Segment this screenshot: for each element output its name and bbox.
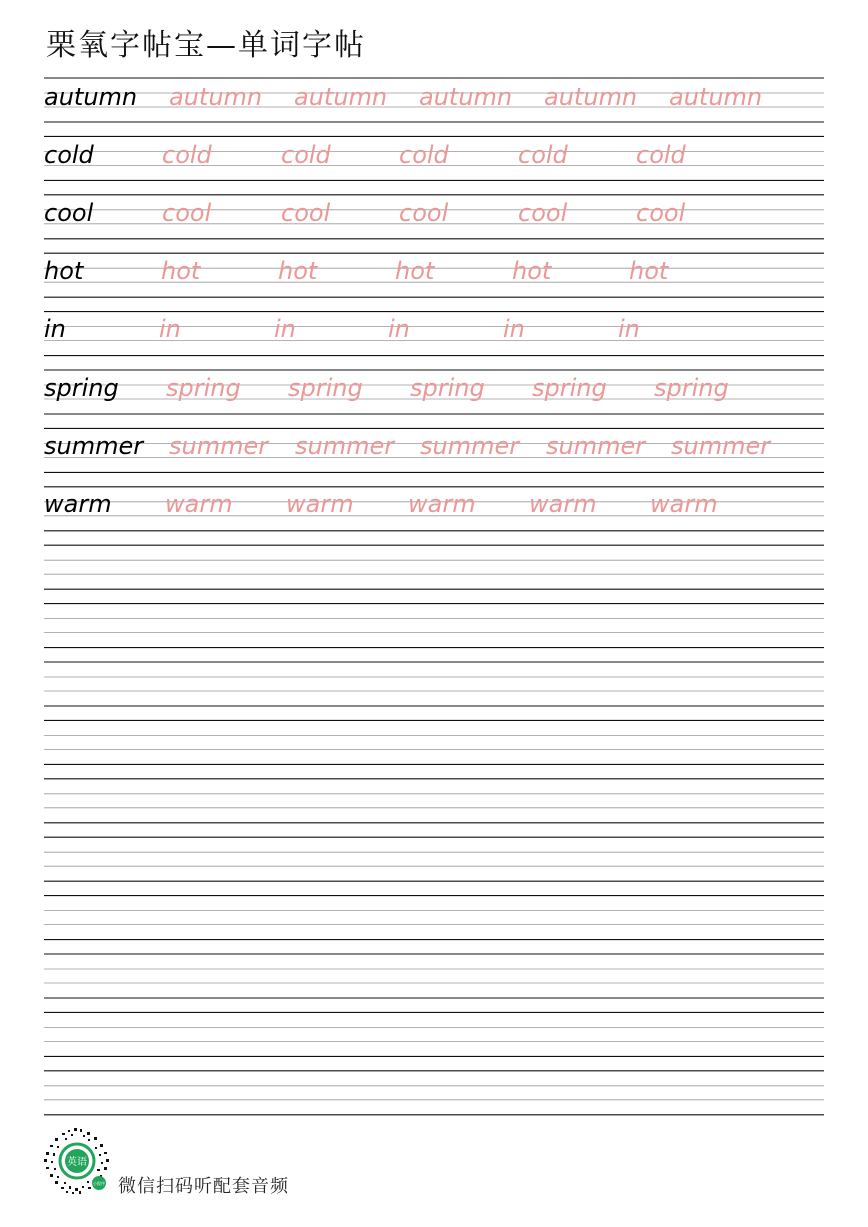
- trace-word: autumn: [419, 83, 513, 111]
- trace-word: cold: [399, 141, 449, 169]
- word-row: [44, 134, 824, 178]
- trace-word: hot: [278, 257, 318, 285]
- trace-word: in: [274, 315, 296, 343]
- trace-word: warm: [408, 490, 476, 518]
- trace-word: cool: [399, 199, 449, 227]
- trace-word: in: [503, 315, 525, 343]
- trace-word: summer: [546, 432, 646, 460]
- trace-word: hot: [629, 257, 669, 285]
- trace-word: summer: [671, 432, 771, 460]
- trace-word: in: [618, 315, 640, 343]
- trace-word: autumn: [669, 83, 763, 111]
- trace-word: cold: [518, 141, 568, 169]
- trace-word: cool: [281, 199, 331, 227]
- trace-word: cool: [162, 199, 212, 227]
- model-word: warm: [44, 490, 112, 518]
- model-word: hot: [44, 257, 84, 285]
- word-row: [44, 250, 824, 294]
- trace-word: hot: [161, 257, 201, 285]
- trace-word: cold: [162, 141, 212, 169]
- word-row: [44, 483, 824, 527]
- word-row: [44, 308, 824, 352]
- trace-word: hot: [512, 257, 552, 285]
- trace-word: cool: [636, 199, 686, 227]
- qr-badge-text: 英语: [67, 1157, 87, 1168]
- trace-word: spring: [410, 374, 485, 402]
- trace-word: warm: [165, 490, 233, 518]
- word-row: [44, 192, 824, 236]
- trace-word: autumn: [294, 83, 388, 111]
- trace-word: cold: [281, 141, 331, 169]
- trace-word: summer: [169, 432, 269, 460]
- trace-word: spring: [532, 374, 607, 402]
- trace-word: spring: [166, 374, 241, 402]
- page-title: 栗氧字帖宝—单词字帖: [46, 28, 366, 63]
- trace-word: warm: [650, 490, 718, 518]
- trace-word: autumn: [169, 83, 263, 111]
- trace-word: spring: [288, 374, 363, 402]
- trace-word: autumn: [544, 83, 638, 111]
- model-word: cold: [44, 141, 94, 169]
- trace-word: in: [159, 315, 181, 343]
- model-word: spring: [44, 374, 119, 402]
- trace-word: spring: [654, 374, 729, 402]
- trace-word: summer: [420, 432, 520, 460]
- model-word: autumn: [44, 83, 138, 111]
- qr-code-icon[interactable]: [42, 1126, 112, 1196]
- trace-word: hot: [395, 257, 435, 285]
- word-row: [44, 425, 824, 469]
- word-row: [44, 76, 824, 120]
- model-word: summer: [44, 432, 144, 460]
- trace-word: warm: [286, 490, 354, 518]
- footer: [42, 1126, 442, 1198]
- word-row: [44, 367, 824, 411]
- model-word: cool: [44, 199, 94, 227]
- trace-word: cool: [518, 199, 568, 227]
- trace-word: summer: [295, 432, 395, 460]
- trace-word: warm: [529, 490, 597, 518]
- trace-word: cold: [636, 141, 686, 169]
- model-word: in: [44, 315, 66, 343]
- qr-mini-badge-text: 小程序: [93, 1181, 105, 1186]
- footer-caption: 微信扫码听配套音频: [118, 1176, 289, 1197]
- trace-word: in: [388, 315, 410, 343]
